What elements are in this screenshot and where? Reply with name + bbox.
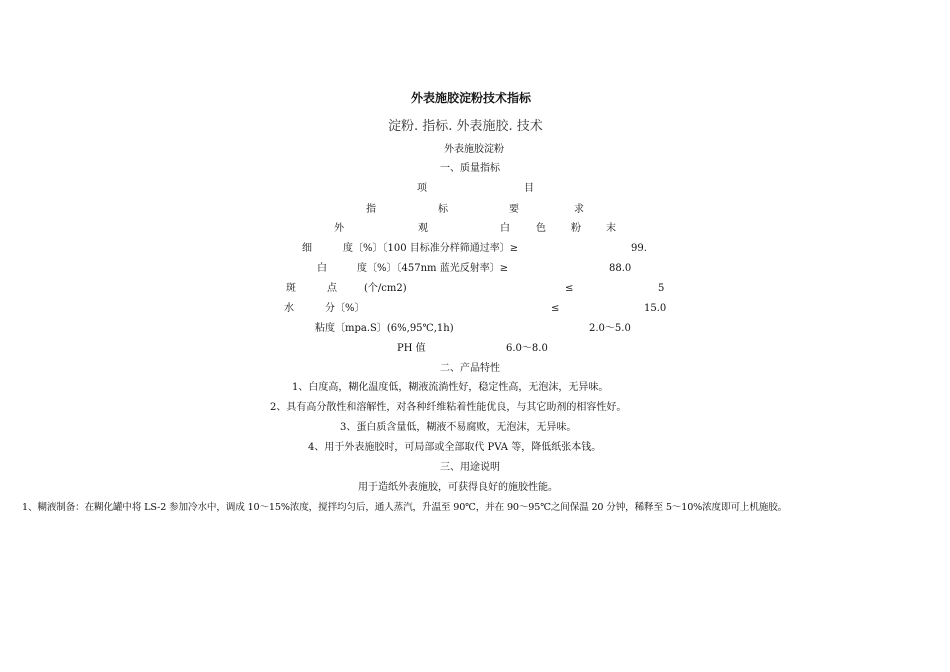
feature-item-3: 3、蛋白质含量低，糊液不易腐败，无泡沫，无异味。: [340, 422, 577, 433]
doc-subtitle: 外表施胶淀粉: [444, 144, 504, 155]
section-heading-usage: 三、用途说明: [440, 462, 500, 473]
feature-item-4: 4、用于外表施胶时，可局部或全部取代 PVA 等，降低纸张本钱。: [308, 442, 602, 453]
row-specks-op: ≤: [565, 283, 574, 294]
row-specks-label-a: 斑: [286, 283, 296, 294]
row-appearance-value-4: 末: [606, 223, 616, 234]
table-header-spec-1: 指: [366, 204, 376, 215]
feature-item-2: 2、具有高分散性和溶解性，对各种纤维粘着性能优良，与其它助剂的相容性好。: [270, 402, 627, 413]
table-header-spec-3: 要: [509, 204, 519, 215]
section-heading-quality: 一、质量指标: [440, 163, 500, 174]
row-specks-value: 5: [658, 283, 665, 294]
row-fineness-value: 99.: [631, 243, 647, 254]
row-specks-label-b: 点: [327, 283, 337, 294]
row-appearance-label-a: 外: [334, 223, 344, 234]
row-viscosity-label: 粘度〔mpa.S〕(6%,95℃,1h): [315, 323, 454, 334]
table-header-spec-4: 求: [574, 204, 584, 215]
table-header-spec-2: 标: [438, 204, 448, 215]
feature-item-1: 1、白度高，糊化温度低，糊液流淌性好，稳定性高，无泡沫，无异味。: [292, 382, 609, 393]
row-ph-label: PH 值: [397, 343, 426, 354]
row-specks-unit: (个/cm2): [364, 283, 407, 294]
row-moisture-op: ≤: [551, 303, 560, 314]
row-fineness-desc: 度〔%〕〔100 目标准分样筛通过率〕≥: [343, 243, 519, 254]
row-appearance-value-1: 白: [500, 223, 510, 234]
row-appearance-label-b: 观: [418, 223, 428, 234]
row-moisture-value: 15.0: [644, 303, 667, 314]
table-header-item-b: 目: [524, 183, 534, 194]
preparation-text: 1、糊液制备：在糊化罐中将 LS-2 参加冷水中，调成 10～15%浓度，搅拌均匀后，通人蒸汽，升温至 90℃，并在 90～95℃之间保温 20 分钟，稀释至 5～10%浓度即可上机施胶。: [22, 502, 788, 513]
doc-title: 外表施胶淀粉技术指标: [411, 91, 532, 105]
row-ph-value: 6.0～8.0: [506, 343, 548, 354]
row-viscosity-value: 2.0～5.0: [589, 323, 631, 334]
row-appearance-value-2: 色: [536, 223, 546, 234]
row-whiteness-desc: 度〔%〕〔457nm 蓝光反射率〕≥: [357, 263, 509, 274]
table-header-item-a: 项: [417, 183, 427, 194]
row-moisture-label-a: 水: [284, 303, 294, 314]
row-whiteness-label: 白: [317, 263, 327, 274]
row-whiteness-value: 88.0: [609, 263, 632, 274]
row-moisture-label-b: 分〔%〕: [325, 303, 365, 314]
doc-keywords: 淀粉. 指标. 外表施胶. 技术: [388, 119, 543, 134]
row-fineness-label: 细: [302, 243, 312, 254]
section-heading-features: 二、产品特性: [440, 363, 500, 374]
usage-text: 用于造纸外表施胶，可获得良好的施胶性能。: [358, 482, 558, 493]
row-appearance-value-3: 粉: [571, 223, 581, 234]
